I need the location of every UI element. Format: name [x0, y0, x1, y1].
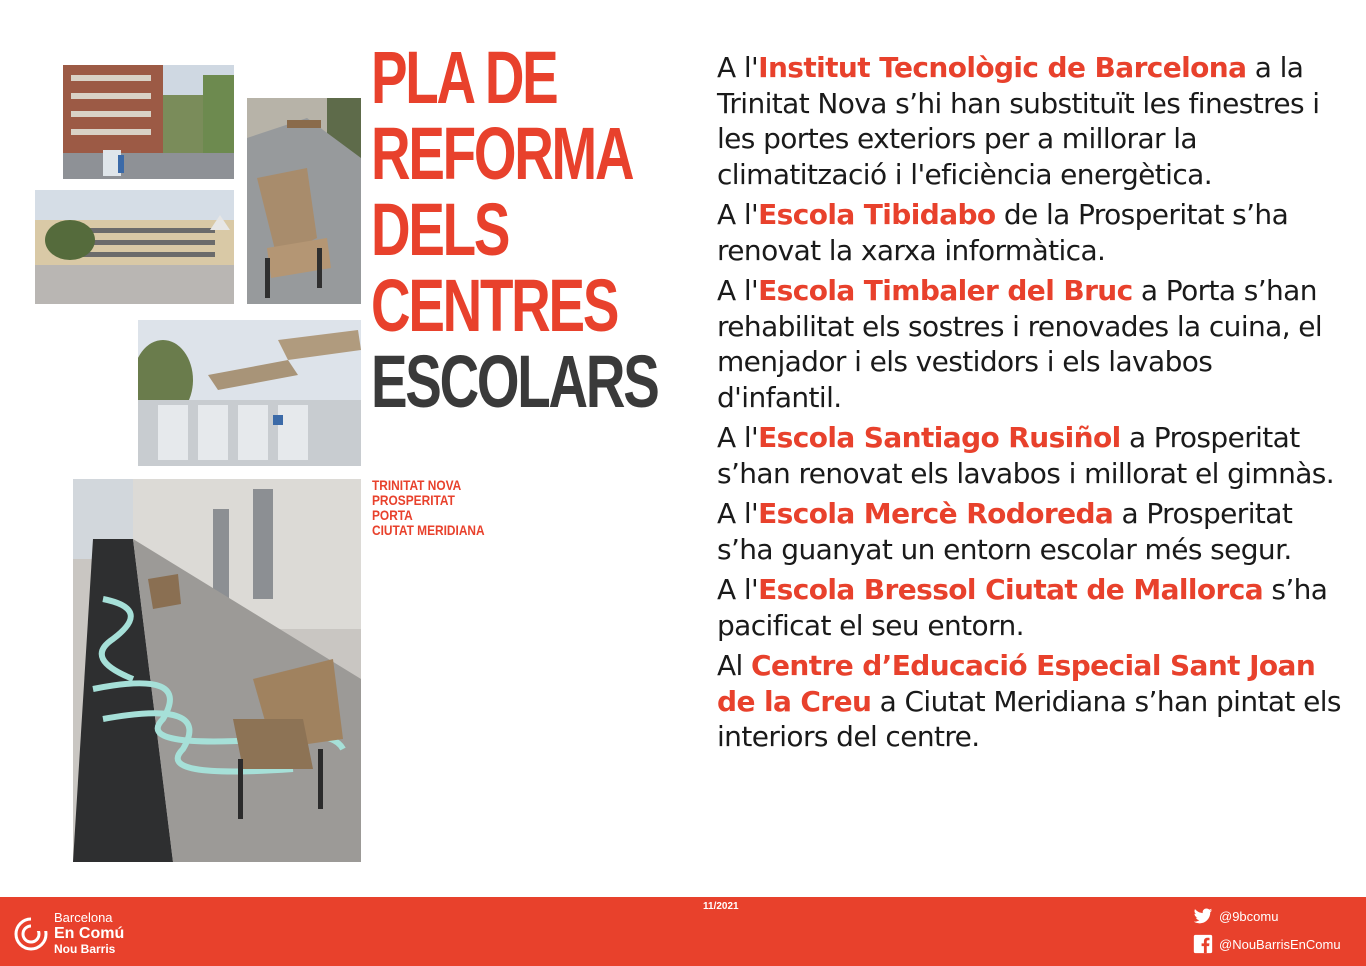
footer-bar	[0, 897, 1366, 966]
school-name: Escola Santiago Rusiñol	[758, 421, 1121, 454]
title-line-3: DELS	[371, 188, 509, 271]
paragraph-prefix: A l'	[717, 51, 759, 84]
paragraph-text: a Ciutat Meridiana s’han pintat els interiors del centre.	[717, 684, 1341, 753]
paragraph-text: s’ha pacificat el seu entorn.	[717, 573, 1328, 642]
school-name: Escola Bressol Ciutat de Mallorca	[758, 573, 1264, 606]
paragraph-prefix: A l'	[717, 497, 759, 530]
reform-description	[717, 50, 1342, 760]
photo-school-courtyard	[35, 190, 234, 304]
paragraph	[717, 648, 1342, 755]
photo-street-painted-path	[73, 479, 361, 862]
logo-text-en-comu: En Comú	[54, 925, 125, 942]
paragraph	[717, 572, 1342, 643]
twitter-link[interactable]	[1193, 906, 1278, 926]
facebook-icon	[1193, 934, 1213, 954]
title-line-2: REFORMA	[371, 112, 633, 195]
paragraph-prefix: A l'	[717, 198, 759, 231]
twitter-bird-icon	[1193, 906, 1213, 926]
paragraph-text: a Prosperitat s’han renovat els lavabos i millorat el gimnàs.	[717, 421, 1335, 490]
neighborhood-list	[372, 478, 485, 538]
page-title	[371, 36, 658, 423]
paragraph-prefix: A l'	[717, 573, 759, 606]
neighborhood-item: PROSPERITAT	[372, 492, 455, 508]
paragraph	[717, 420, 1342, 491]
school-name: Escola Mercè Rodoreda	[758, 497, 1114, 530]
facebook-handle: @NouBarrisEnComu	[1219, 936, 1341, 952]
neighborhood-item: CIUTAT MERIDIANA	[372, 522, 485, 538]
paragraph-prefix: Al	[717, 649, 752, 682]
facebook-link[interactable]	[1193, 934, 1341, 954]
title-line-5: ESCOLARS	[371, 340, 658, 423]
logo-circle-icon	[14, 917, 48, 951]
paragraph-prefix: A l'	[717, 421, 759, 454]
paragraph-text: a la Trinitat Nova s’hi han substituït les finestres i les portes exteriors per a millorar la climatització i l'eficiència energètica.	[717, 51, 1320, 191]
logo-text-barcelona: Barcelona	[54, 910, 113, 925]
paragraph-text: a Prosperitat s’ha guanyat un entorn escolar més segur.	[717, 497, 1293, 566]
paragraph-text: a Porta s’han rehabilitat els sostres i renovades la cuina, el menjador i els vestidors i els lavabos d'infantil.	[717, 274, 1323, 414]
neighborhood-item: TRINITAT NOVA	[372, 477, 462, 493]
publication-date: 11/2021	[703, 901, 739, 912]
barcelona-en-comu-logo[interactable]	[14, 911, 124, 956]
title-line-1: PLA DE	[371, 36, 557, 119]
logo-text-nou-barris: Nou Barris	[54, 942, 116, 956]
title-line-4: CENTRES	[371, 264, 618, 347]
school-name: Institut Tecnològic de Barcelona	[758, 51, 1247, 84]
paragraph	[717, 273, 1342, 415]
photo-school-entrance	[138, 320, 361, 466]
twitter-handle: @9bcomu	[1219, 908, 1279, 924]
paragraph-text: de la Prosperitat s’ha renovat la xarxa informàtica.	[717, 198, 1289, 267]
school-name: Escola Timbaler del Bruc	[758, 274, 1133, 307]
paragraph	[717, 197, 1342, 268]
school-name: Escola Tibidabo	[758, 198, 996, 231]
paragraph-prefix: A l'	[717, 274, 759, 307]
paragraph	[717, 496, 1342, 567]
photo-street-benches-1	[247, 98, 361, 304]
school-name: Centre d’Educació Especial Sant Joan de la Creu	[717, 649, 1316, 718]
neighborhood-item: PORTA	[372, 507, 413, 523]
photo-institut-building	[63, 65, 234, 179]
paragraph	[717, 50, 1342, 192]
